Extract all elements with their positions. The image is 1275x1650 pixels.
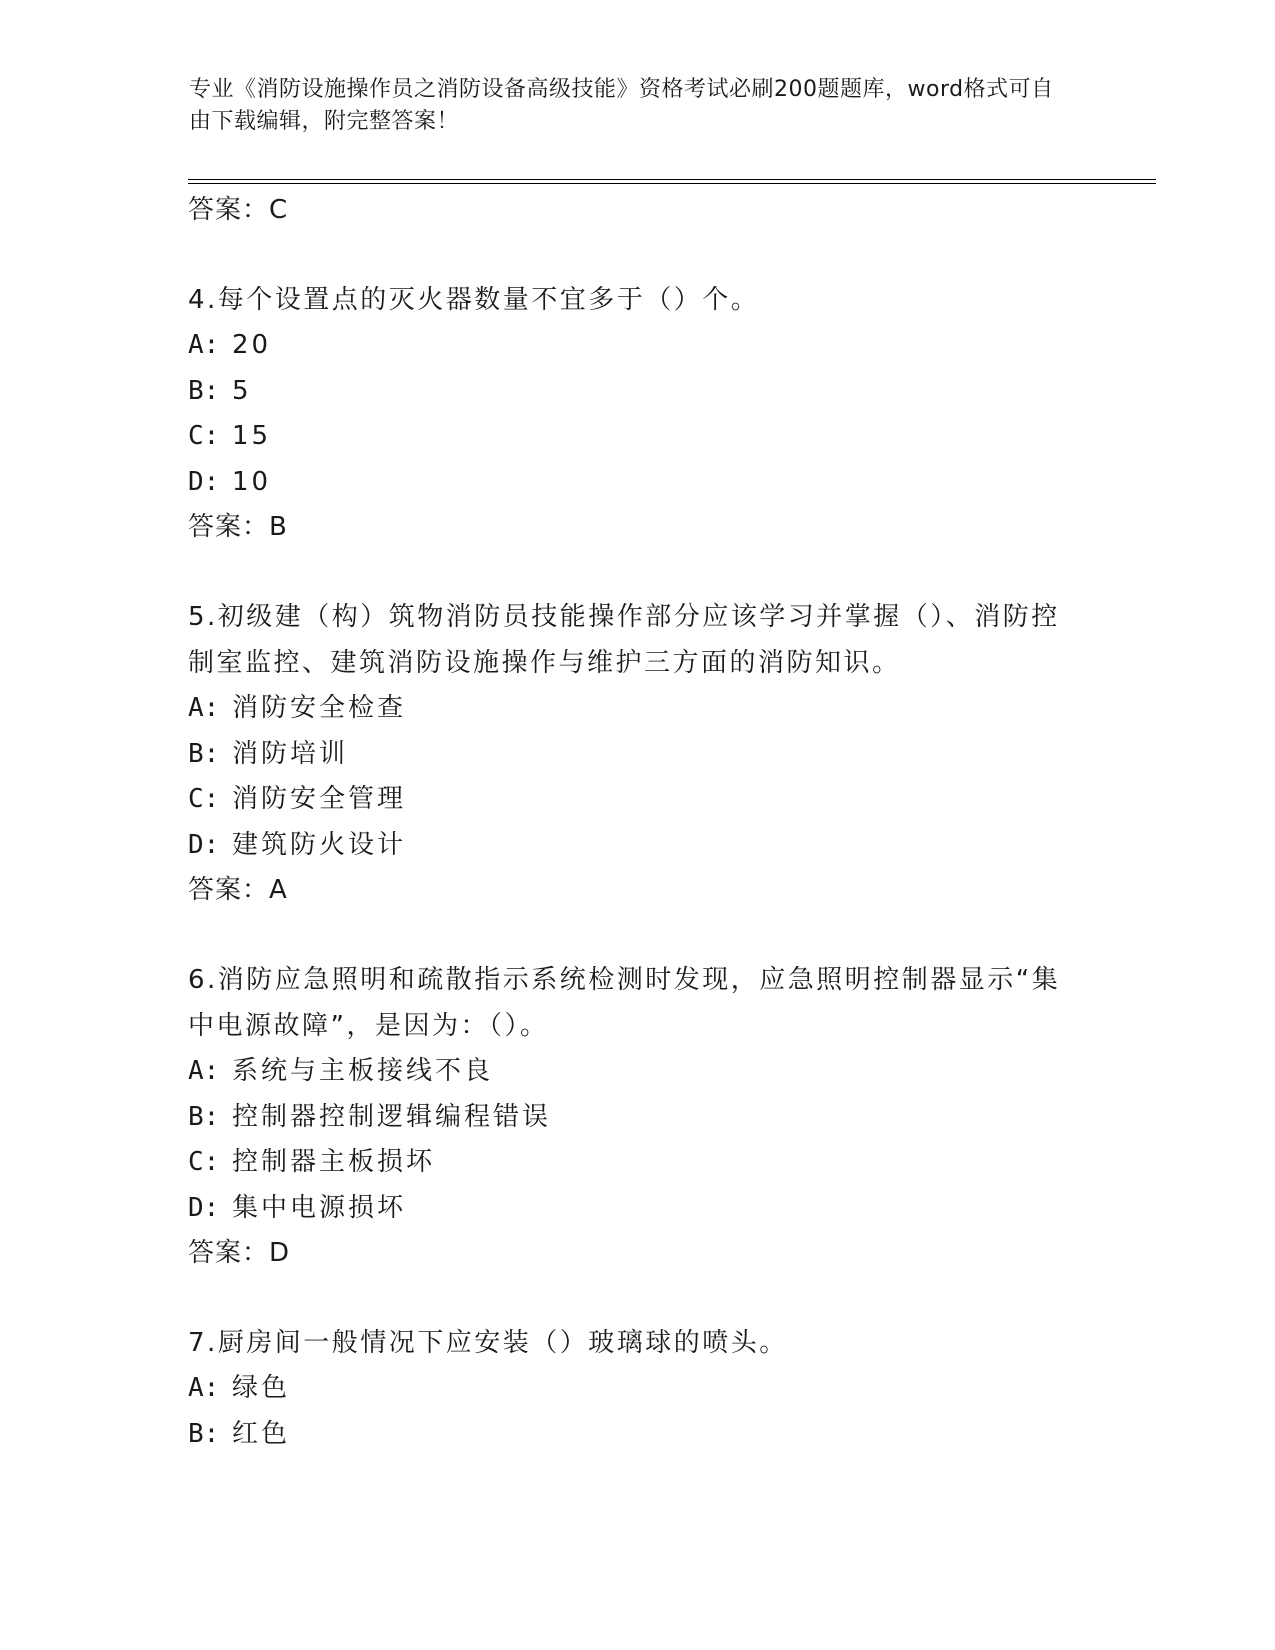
option-b	[188, 732, 1088, 778]
option-key: A:	[188, 693, 220, 723]
question-block	[188, 1320, 1088, 1457]
answer-value: B	[269, 512, 288, 542]
option-key: D:	[188, 466, 220, 497]
option-text: 建筑防火设计	[232, 829, 407, 860]
option-text: 消防培训	[232, 738, 349, 769]
option-key: D:	[188, 829, 220, 860]
option-b	[188, 1412, 1088, 1458]
question-block	[188, 957, 1088, 1276]
option-a	[188, 1366, 1088, 1412]
option-key: B:	[188, 738, 220, 769]
question-text: 5.初级建（构）筑物消防员技能操作部分应该学习并掌握（）、消防控制室监控、建筑消防设施操作与维护三方面的消防知识。	[188, 602, 1060, 678]
option-key: C:	[188, 421, 220, 451]
question-text: 7.厨房间一般情况下应安装（）玻璃球的喷头。	[188, 1328, 788, 1358]
option-b	[188, 369, 1088, 415]
option-key: B:	[188, 1101, 220, 1132]
answer-label: 答案：	[188, 1238, 270, 1268]
option-text: 集中电源损坏	[232, 1192, 407, 1223]
option-key: A:	[188, 1056, 220, 1086]
document-content	[188, 188, 1088, 1457]
answer-label: 答案：	[188, 512, 270, 542]
option-key: C:	[188, 784, 220, 814]
option-key: C:	[188, 1147, 220, 1177]
option-text: 20	[232, 330, 272, 360]
answer-value: A	[269, 875, 288, 905]
answer-label: 答案：	[188, 875, 270, 905]
option-key: A:	[188, 330, 220, 360]
option-a	[188, 323, 1088, 369]
option-d	[188, 460, 1088, 506]
option-text: 控制器控制逻辑编程错误	[232, 1101, 552, 1132]
option-c	[188, 414, 1088, 460]
option-text: 10	[232, 466, 272, 497]
option-key: A:	[188, 1373, 220, 1403]
option-key: D:	[188, 1192, 220, 1223]
option-key: B:	[188, 1418, 220, 1449]
option-a	[188, 1049, 1088, 1095]
answer-value: C	[269, 195, 289, 225]
document-header: 专业《消防设施操作员之消防设备高级技能》资格考试必刷200题题库，word格式可自由下载编辑，附完整答案！	[189, 77, 1054, 134]
option-key: B:	[188, 375, 220, 406]
option-text: 绿色	[232, 1373, 291, 1403]
option-a	[188, 686, 1088, 732]
answer-line	[188, 868, 1088, 913]
option-c	[188, 777, 1088, 823]
option-text: 消防安全检查	[232, 693, 407, 723]
header-divider-line-secondary	[188, 183, 1156, 184]
option-text: 控制器主板损坏	[232, 1147, 436, 1177]
answer-value: D	[269, 1238, 291, 1268]
question-text: 6.消防应急照明和疏散指示系统检测时发现，应急照明控制器显示“集中电源故障”，是因为：（）。	[188, 965, 1061, 1041]
answer-line	[188, 1231, 1088, 1276]
header-divider-line	[188, 179, 1156, 180]
answer-line	[188, 188, 1088, 233]
question-block	[188, 594, 1088, 913]
question-text: 4.每个设置点的灭火器数量不宜多于（）个。	[188, 285, 760, 315]
option-d	[188, 823, 1088, 869]
option-text: 红色	[232, 1418, 291, 1449]
answer-line	[188, 505, 1088, 550]
option-d	[188, 1186, 1088, 1232]
option-b	[188, 1095, 1088, 1141]
answer-label: 答案：	[188, 195, 270, 225]
option-text: 系统与主板接线不良	[232, 1056, 494, 1086]
question-block	[188, 277, 1088, 550]
option-text: 15	[232, 421, 272, 451]
option-text: 5	[232, 375, 252, 406]
option-c	[188, 1140, 1088, 1186]
option-text: 消防安全管理	[232, 784, 407, 814]
